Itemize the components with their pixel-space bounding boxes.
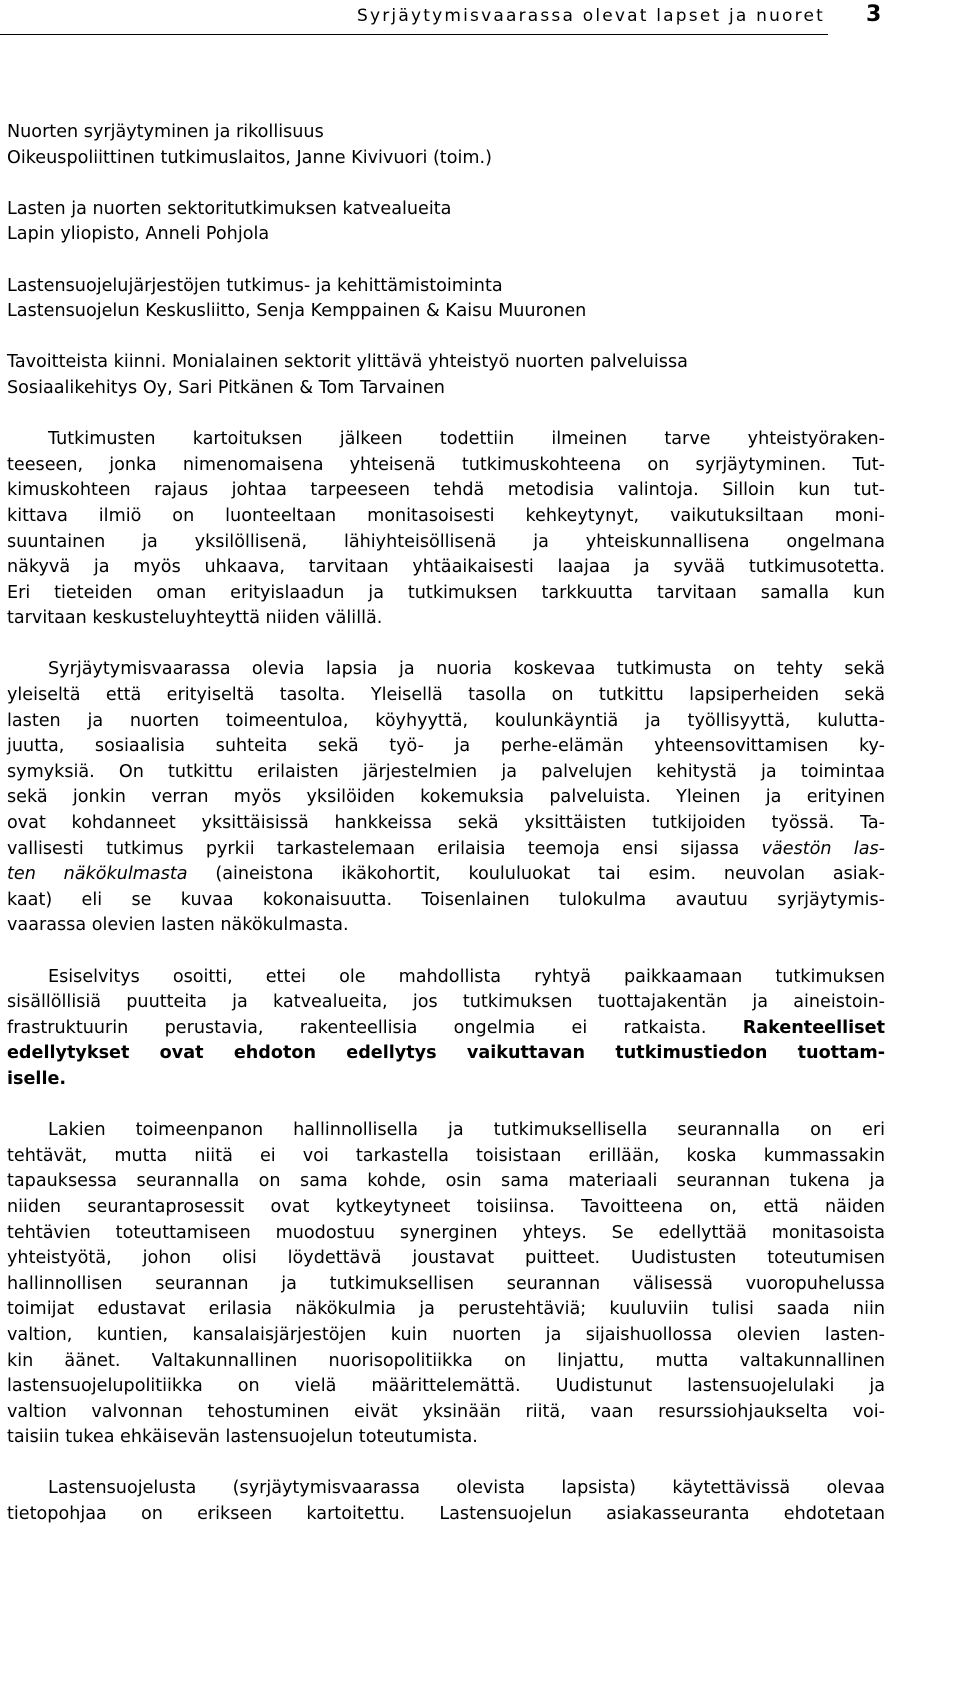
- running-header: [0, 0, 960, 34]
- text-line: Tutkimusten kartoituksen jälkeen todettiin ilmeinen tarve yhteistyöraken-: [48, 429, 885, 450]
- reference-entry: [7, 274, 885, 325]
- text-line: kimuskohteen rajaus johtaa tarpeeseen tehdä metodisia valintoja. Silloin kun tut-: [7, 480, 885, 501]
- text-line: lasten ja nuorten toimeentuloa, köyhyyttä, koulunkäyntiä ja työllisyyttä, kulutta-: [7, 710, 885, 731]
- header-rule: [0, 34, 828, 35]
- italic-text: ten näkökulmasta: [7, 864, 188, 885]
- text-line: kaat) eli se kuvaa kokonaisuutta. Toisenlainen tulokulma avautuu syrjäytymis-: [7, 889, 885, 910]
- text-line: kin äänet. Valtakunnallinen nuorisopolitiikka on linjattu, mutta valtakunnallinen: [7, 1350, 885, 1371]
- page-body: [7, 120, 885, 1553]
- text-line: Lakien toimeenpanon hallinnollisella ja tutkimuksellisella seurannalla on eri: [48, 1120, 885, 1141]
- text-line: Lastensuojelusta (syrjäytymisvaarassa olevista lapsista) käytettävissä olevaa: [48, 1478, 885, 1499]
- text-line: vaarassa olevien lasten näkökulmasta.: [7, 915, 349, 936]
- text-run: frastruktuurin perustavia, rakenteellisia ongelmia ei ratkaista.: [7, 1017, 743, 1038]
- text-line: niiden seurantaprosessit ovat kytkeytyneet toisiinsa. Tavoitteena on, että näiden: [7, 1196, 885, 1217]
- text-line: ovat kohdanneet yksittäisissä hankkeissa sekä yksittäisten tutkijoiden työssä. Ta-: [7, 813, 885, 834]
- reference-entry: [7, 350, 885, 401]
- text-line: [7, 1067, 885, 1093]
- paragraph-child-welfare-data: [7, 1476, 885, 1527]
- text-line: symyksiä. On tutkittu erilaisten järjestelmien ja palvelujen kehitystä ja toimintaa: [7, 761, 885, 782]
- text-line: Esiselvitys osoitti, ettei ole mahdollista ryhtyä paikkaamaan tutkimuksen: [48, 966, 885, 987]
- reference-entry: [7, 120, 885, 171]
- reference-title: Lasten ja nuorten sektoritutkimuksen katvealueita: [7, 198, 452, 219]
- text-line: teeseen, jonka nimenomaisena yhteisenä tutkimuskohteena on syrjäytyminen. Tut-: [7, 454, 885, 475]
- reference-title: Nuorten syrjäytyminen ja rikollisuus: [7, 122, 324, 142]
- paragraph-research-levels: [7, 657, 885, 939]
- reference-source: Oikeuspoliittinen tutkimuslaitos, Janne Kivivuori (toim.): [7, 147, 492, 168]
- bold-text: Rakenteelliset: [742, 1017, 885, 1038]
- page-number: 3: [866, 2, 882, 27]
- reference-source: Lapin yliopisto, Anneli Pohjola: [7, 224, 270, 245]
- reference-title: Tavoitteista kiinni. Monialainen sektorit ylittävä yhteistyö nuorten palveluissa: [7, 352, 688, 373]
- text-line: [7, 862, 885, 888]
- text-line: taisiin tukea ehkäisevän lastensuojelun toteutumista.: [7, 1427, 478, 1448]
- text-line: lastensuojelupolitiikka on vielä määrittelemättä. Uudistunut lastensuojelulaki ja: [7, 1376, 885, 1397]
- paragraph-preliminary-study: [7, 965, 885, 1093]
- text-line: yhteistyötä, johon olisi löydettävä joustavat puitteet. Uudistusten toteutumisen: [7, 1248, 885, 1269]
- text-line: sekä jonkin verran myös yksilöiden kokemuksia palveluista. Yleinen ja erityinen: [7, 787, 885, 808]
- text-line: Eri tieteiden oman erityislaadun ja tutkimuksen tarkkuutta tarvitaan samalla kun: [7, 582, 885, 603]
- text-line: [7, 837, 885, 863]
- text-line: yleiseltä että erityiseltä tasolta. Yleisellä tasolla on tutkittu lapsiperheiden sekä: [7, 685, 885, 706]
- reference-source: Lastensuojelun Keskusliitto, Senja Kemppainen & Kaisu Muuronen: [7, 301, 587, 322]
- text-line: [7, 1041, 885, 1067]
- text-line: suuntainen ja yksilöllisenä, lähiyhteisöllisenä ja yhteiskunnallisena ongelmana: [7, 531, 885, 552]
- text-run: vallisesti tutkimus pyrkii tarkastelemaan erilaisia teemoja ensi sijassa: [7, 838, 762, 859]
- text-line: tarvitaan keskusteluyhteyttä niiden välillä.: [7, 608, 383, 629]
- paragraph-law-monitoring: [7, 1118, 885, 1451]
- text-line: juutta, sosiaalisia suhteita sekä työ- ja perhe-elämän yhteensovittamisen ky-: [7, 736, 885, 757]
- text-line: näkyvä ja myös uhkaava, tarvitaan yhtäaikaisesti laajaa ja syvää tutkimusotetta.: [7, 557, 885, 578]
- text-line: sisällöllisiä puutteita ja katvealueita, jos tutkimuksen tuottajakentän ja aineistoin-: [7, 992, 885, 1013]
- bold-text: iselle.: [7, 1068, 67, 1089]
- text-line: kittava ilmiö on luonteeltaan monitasoisesti kehkeytynyt, vaikutuksiltaan moni-: [7, 505, 885, 526]
- text-line: [7, 1016, 885, 1042]
- reference-title: Lastensuojelujärjestöjen tutkimus- ja kehittämistoiminta: [7, 275, 503, 296]
- text-line: hallinnollisen seurannan ja tutkimuksellisen seurannan välisessä vuoropuhelussa: [7, 1273, 885, 1294]
- paragraph-research-mapping: [7, 427, 885, 632]
- reference-source: Sosiaalikehitys Oy, Sari Pitkänen & Tom Tarvainen: [7, 377, 445, 398]
- bold-text: edellytykset ovat ehdoton edellytys vaikuttavan tutkimustiedon tuottam-: [7, 1043, 885, 1064]
- text-line: tehtävien toteuttamiseen muodostuu synerginen yhteys. Se edellyttää monitasoista: [7, 1222, 885, 1243]
- reference-entry: [7, 197, 885, 248]
- running-title: Syrjäytymisvaarassa olevat lapset ja nuoret: [356, 6, 825, 26]
- text-line: tehtävät, mutta niitä ei voi tarkastella toisistaan erillään, koska kummassakin: [7, 1145, 885, 1166]
- text-line: valtion, kuntien, kansalaisjärjestöjen kuin nuorten ja sijaishuollossa olevien lasten-: [7, 1324, 885, 1345]
- text-run: (aineistona ikäkohortit, koululuokat tai esim. neuvolan asiak-: [187, 864, 886, 885]
- italic-text: väestön las-: [761, 838, 885, 859]
- text-line: valtion valvonnan tehostuminen eivät yksinään riitä, vaan resurssiohjaukselta voi-: [7, 1401, 885, 1422]
- text-line: tietopohjaa on erikseen kartoitettu. Lastensuojelun asiakasseuranta ehdotetaan: [7, 1504, 885, 1525]
- text-line: tapauksessa seurannalla on sama kohde, osin sama materiaali seurannan tukena ja: [7, 1171, 885, 1192]
- text-line: toimijat edustavat erilasia näkökulmia ja perustehtäviä; kuuluviin tulisi saada niin: [7, 1299, 885, 1320]
- text-line: Syrjäytymisvaarassa olevia lapsia ja nuoria koskevaa tutkimusta on tehty sekä: [48, 659, 885, 680]
